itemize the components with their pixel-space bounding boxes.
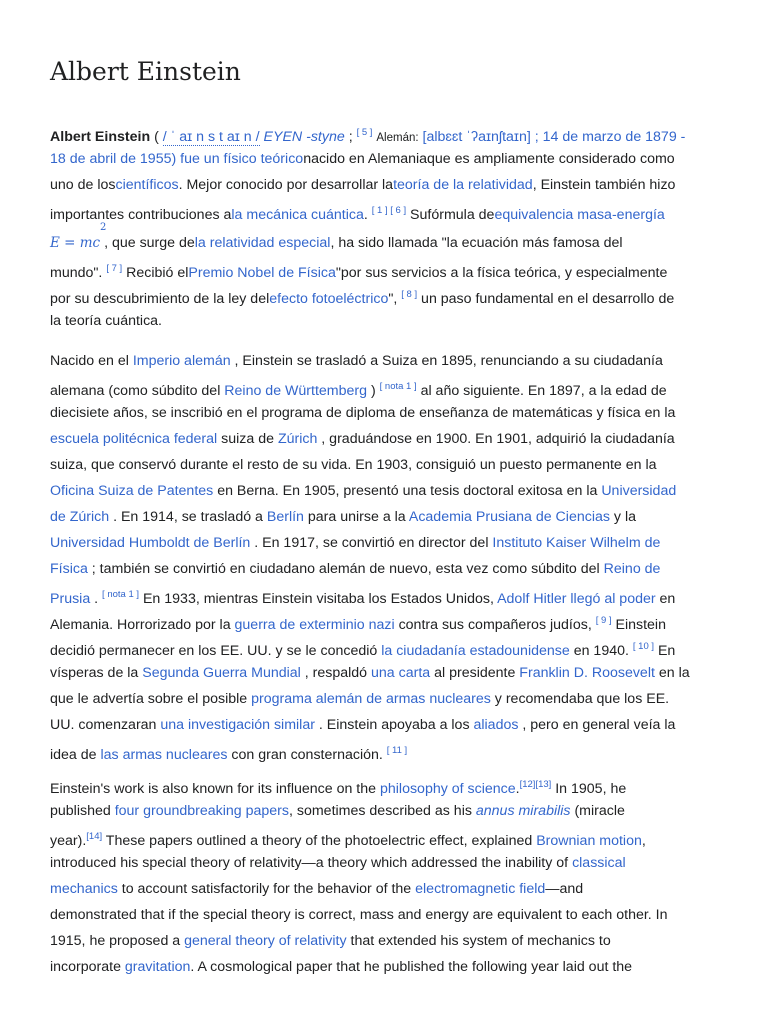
text: —and (545, 881, 584, 897)
article-line (50, 198, 665, 224)
text: mundo". (50, 265, 107, 281)
text: UU. comenzaran (50, 717, 161, 733)
text: alemana (como súbdito del (50, 383, 225, 399)
text: Einstein (611, 617, 666, 633)
text: la teoría cuántica. (50, 313, 162, 329)
article-line (50, 504, 636, 530)
reference-link[interactable]: [ 10 ] (632, 641, 655, 652)
article-link[interactable]: guerra de exterminio nazi (234, 617, 395, 633)
text: y la (609, 509, 636, 525)
reference-link[interactable]: [ 8 ] (401, 289, 418, 300)
article-link[interactable]: classical (572, 855, 626, 871)
text: con gran consternación. (227, 747, 387, 763)
article-line (50, 634, 675, 660)
article-line (50, 426, 675, 452)
text: introduced his special theory of relativity—a theory which addressed the inability of (50, 855, 573, 871)
article-link[interactable]: la relatividad especial (194, 235, 331, 251)
article-link[interactable]: las armas nucleares (100, 747, 228, 763)
article-link[interactable]: Oficina Suiza de Patentes (50, 483, 214, 499)
article-link[interactable]: Premio Nobel de Física (188, 265, 336, 281)
article-line (50, 798, 625, 824)
text: Einstein's work is also known for its influence on the (50, 781, 380, 797)
text: In 1905, he (551, 781, 627, 797)
formula-exponent: 2 (100, 222, 107, 233)
reference-link[interactable]: [ 5 ] (356, 127, 373, 138)
article-link[interactable]: mechanics (50, 881, 118, 897)
article-link[interactable]: Berlín (266, 509, 304, 525)
article-link[interactable]: philosophy of science (379, 781, 516, 797)
text: para unirse a la (303, 509, 409, 525)
article-link[interactable]: gravitation (124, 959, 191, 975)
text: . Einstein apoyaba a los (314, 717, 474, 733)
text: suiza, que conservó durante el resto de su vida. En 1903, consiguió un puesto permanente en la (50, 457, 657, 473)
article-line (50, 738, 407, 764)
article-link[interactable]: Reino de Württemberg (224, 383, 368, 399)
article-link[interactable]: Zúrich (277, 431, 318, 447)
text: que le advertía sobre el posible (50, 691, 252, 707)
text: . (363, 207, 372, 223)
text: , respaldó (300, 665, 372, 681)
text: These papers outlined a theory of the photoelectric effect, explained (102, 833, 537, 849)
text: "por sus servicios a la física teórica, y especialmente (335, 265, 668, 281)
article-line (50, 608, 666, 634)
text: year). (50, 833, 87, 849)
text: , pero en general veía la (518, 717, 676, 733)
article-line (50, 452, 657, 478)
article-link[interactable]: escuela politécnica federal (50, 431, 218, 447)
article-link[interactable]: Universidad Humboldt de Berlín (50, 535, 251, 551)
reference-link[interactable]: [ nota 1 ] (379, 381, 417, 392)
language-label: Alemán: (376, 132, 419, 144)
article-line (50, 230, 623, 256)
text: , sometimes described as his (289, 803, 476, 819)
text: . En 1917, se convirtió en director del (250, 535, 493, 551)
article-line (50, 172, 675, 198)
text: nacido en Alemania (303, 151, 428, 167)
article-line (50, 928, 611, 954)
article-link[interactable]: Universidad (601, 483, 677, 499)
text: contra sus compañeros judíos, (394, 617, 596, 633)
text: (miracle (570, 803, 625, 819)
article-link[interactable]: four groundbreaking papers (114, 803, 289, 819)
article-link[interactable]: Física (50, 561, 88, 577)
article-line (50, 146, 675, 172)
article-line (50, 374, 667, 400)
article-line (50, 400, 675, 426)
article-link[interactable]: Reino de (603, 561, 661, 577)
text: , Einstein se trasladó a Suiza en 1895, renunciando a su ciudadanía (230, 353, 663, 369)
article-link[interactable]: de Zúrich (50, 509, 110, 525)
article-link[interactable]: Franklin D. Roosevelt (519, 665, 655, 681)
text: , graduándose en 1900. En 1901, adquirió la ciudadanía (317, 431, 675, 447)
article-line (50, 686, 669, 712)
article-link[interactable]: Brownian motion (536, 833, 642, 849)
text: incorporate (50, 959, 125, 975)
article-link[interactable]: Academia Prusiana de Ciencias (408, 509, 610, 525)
article-link[interactable]: 18 de abril de 1955) fue un físico teórico (50, 151, 304, 167)
text: , Einstein también hizo (532, 177, 676, 193)
text: un paso fundamental en el desarrollo de (417, 291, 675, 307)
article-link[interactable]: teoría de la relatividad (393, 177, 533, 193)
article-link[interactable]: Prusia (50, 591, 91, 607)
article-link[interactable]: la mecánica cuántica (231, 207, 364, 223)
reference-link[interactable]: [ 7 ] (106, 263, 123, 274)
article-link[interactable]: Adolf Hitler llegó al poder (497, 591, 656, 607)
text: published (50, 803, 115, 819)
article-line (50, 954, 632, 980)
text: uno de los (50, 177, 116, 193)
text: Nacido en el (50, 353, 133, 369)
article-link[interactable]: equivalencia masa-energía (494, 207, 665, 223)
article-link[interactable]: Imperio alemán (132, 353, 231, 369)
text: . (90, 591, 103, 607)
article-link[interactable]: Segunda Guerra Mundial (142, 665, 301, 681)
text: . En 1914, se trasladó a (109, 509, 267, 525)
text: . (515, 781, 520, 797)
article-line (50, 530, 660, 556)
text: por su descubrimiento de la ley del (50, 291, 270, 307)
article-link[interactable]: científicos (115, 177, 179, 193)
article-link[interactable]: efecto fotoeléctrico (269, 291, 389, 307)
text: ; también se convirtió en ciudadano alemán de nuevo, esta vez como súbdito del (87, 561, 604, 577)
article-link[interactable]: la ciudadanía estadounidense (381, 643, 570, 659)
article-link[interactable]: Instituto Kaiser Wilhelm de (492, 535, 661, 551)
text: suiza de (217, 431, 278, 447)
text: y recomendaba que los EE. (490, 691, 670, 707)
article-line (50, 850, 626, 876)
text: demonstrated that if the special theory is correct, mass and energy are equivalent to each other. In (50, 907, 668, 923)
text: ( (150, 129, 163, 145)
text: ) (367, 383, 380, 399)
text: , que surge de (100, 235, 195, 251)
article-line (50, 660, 690, 686)
article-line (50, 282, 674, 308)
article-link[interactable]: [albɛɛt ˈʔaɪnʃtaɪn] ; 14 de marzo de 1879 - (422, 129, 686, 145)
text: to account satisfactorily for the behavior of the (117, 881, 416, 897)
page-title: Albert Einstein (50, 57, 241, 86)
article-line (50, 478, 676, 504)
reference-link[interactable]: [ 11 ] (386, 745, 408, 756)
text: idea de (50, 747, 101, 763)
article-line (50, 308, 162, 334)
text: en la (654, 665, 690, 681)
text: that extended his system of mechanics to (346, 933, 611, 949)
article-link[interactable]: EYEN -styne (263, 129, 345, 145)
text: en Berna. En 1905, presentó una tesis doctoral exitosa en la (213, 483, 602, 499)
article-line (50, 712, 675, 738)
text: Alemania. Horrorizado por la (50, 617, 235, 633)
text: . A cosmological paper that he published the following year laid out the (190, 959, 633, 975)
article-link[interactable]: aliados (473, 717, 519, 733)
text: decidió permanecer en los EE. UU. y se le concedió (50, 643, 382, 659)
text: , (641, 833, 646, 849)
text: Su (406, 207, 428, 223)
article-link[interactable]: general theory of relativity (184, 933, 347, 949)
text: Recibió el (122, 265, 189, 281)
text: que es ampliamente considerado como (427, 151, 675, 167)
article-link[interactable]: electromagnetic field (415, 881, 546, 897)
article-line (50, 824, 646, 850)
text: en (655, 591, 676, 607)
article-line (50, 256, 667, 282)
bold-term: Albert Einstein (50, 129, 151, 145)
reference-link[interactable]: [14] (86, 831, 103, 842)
reference-link[interactable]: [ 1 ] [ 6 ] (371, 205, 407, 216)
article-link[interactable]: programa alemán de armas nucleares (251, 691, 491, 707)
article-line (50, 582, 675, 608)
formula: E = mc (50, 235, 101, 251)
article-link[interactable]: una carta (371, 665, 431, 681)
article-line (50, 120, 685, 146)
text: diecisiete años, se inscribió en el programa de diploma de enseñanza de matemáticas y física en la (50, 405, 676, 421)
article-line (50, 902, 668, 928)
pronunciation-link[interactable]: / ˈ aɪ n s t aɪ n / (162, 129, 260, 145)
text: fórmula de (427, 207, 495, 223)
text: ; (344, 129, 357, 145)
text: vísperas de la (50, 665, 143, 681)
text: . Mejor conocido por desarrollar la (178, 177, 394, 193)
reference-link[interactable]: [ nota 1 ] (102, 589, 140, 600)
text: al año siguiente. En 1897, a la edad de (416, 383, 667, 399)
text: 1915, he proposed a (50, 933, 185, 949)
text: importantes contribuciones a (50, 207, 232, 223)
article-link[interactable]: annus mirabilis (475, 803, 571, 819)
text: ", (388, 291, 402, 307)
reference-link[interactable]: [ 9 ] (595, 615, 612, 626)
text: En 1933, mientras Einstein visitaba los Estados Unidos, (139, 591, 498, 607)
text: en 1940. (569, 643, 633, 659)
article-line (50, 876, 583, 902)
article-line (50, 348, 663, 374)
text: , ha sido llamada "la ecuación más famosa del (330, 235, 623, 251)
text: al presidente (430, 665, 520, 681)
article-line (50, 772, 626, 798)
reference-link[interactable]: [12][13] (519, 779, 552, 790)
article-line (50, 556, 660, 582)
article-link[interactable]: una investigación similar (160, 717, 315, 733)
text: En (654, 643, 676, 659)
